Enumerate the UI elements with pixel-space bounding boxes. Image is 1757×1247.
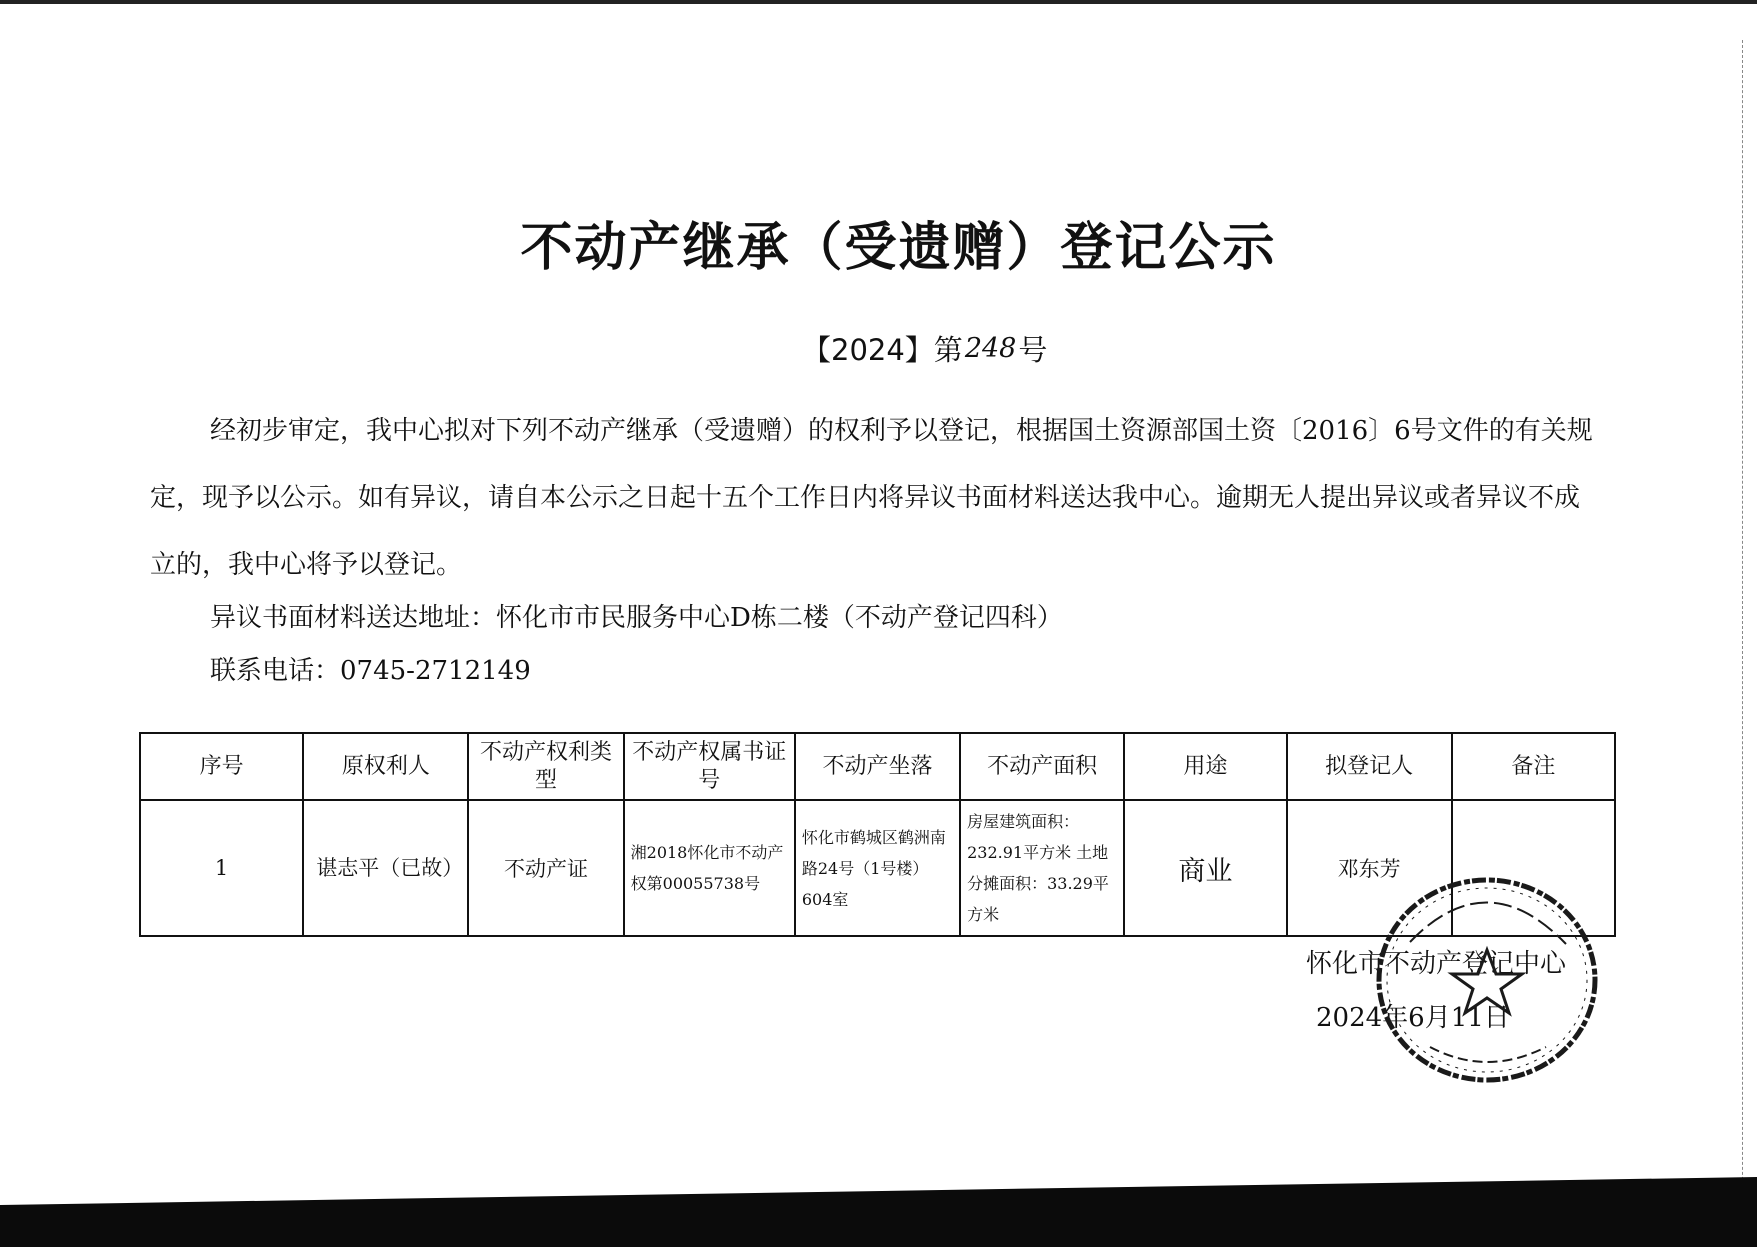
- table-header-row: [140, 733, 1615, 800]
- header-registrant: 拟登记人: [1287, 733, 1452, 800]
- header-remark: 备注: [1452, 733, 1615, 800]
- issuing-organization: 怀化市不动产登记中心: [1306, 949, 1567, 979]
- scan-bottom-band: [0, 1177, 1757, 1247]
- document-number-handwritten: 248: [964, 333, 1017, 364]
- cell-usage: 商业: [1124, 800, 1286, 936]
- issue-date: 2024年6月11日: [1316, 1003, 1510, 1033]
- page-title: 不动产继承（受遗赠）登记公示: [520, 218, 1277, 278]
- header-area: 不动产面积: [960, 733, 1124, 800]
- header-right-type: 不动产权利类型: [468, 733, 623, 800]
- cell-registrant: 邓东芳: [1287, 800, 1452, 936]
- document-number: [802, 328, 1047, 369]
- cell-location: 怀化市鹤城区鹤洲南路24号（1号楼）604室: [795, 800, 960, 936]
- document-number-prefix: 【2024】第: [802, 333, 963, 367]
- cell-area: 房屋建筑面积：232.91平方米 土地分摊面积：33.29平方米: [960, 800, 1124, 936]
- contact-phone: 联系电话：0745-2712149: [210, 656, 531, 686]
- official-seal-icon: [1370, 872, 1604, 1088]
- notice-body: 经初步审定，我中心拟对下列不动产继承（受遗赠）的权利予以登记，根据国土资源部国土资〔2016〕6号文件的有关规定，现予以公示。如有异议，请自本公示之日起十五个工作日内将异议书面材料送达我中心。逾期无人提出异议或者异议不成立的，我中心将予以登记。: [150, 416, 1593, 580]
- header-usage: 用途: [1124, 733, 1286, 800]
- header-cert-no: 不动产权属书证号: [624, 733, 795, 800]
- document-number-suffix: 号: [1018, 333, 1048, 367]
- cell-right-type: 不动产证: [468, 800, 623, 936]
- objection-address: 异议书面材料送达地址：怀化市市民服务中心D栋二楼（不动产登记四科）: [210, 603, 1063, 633]
- cell-owner: 谌志平（已故）: [303, 800, 468, 936]
- cell-no: 1: [140, 800, 303, 936]
- header-no: 序号: [140, 733, 303, 800]
- header-location: 不动产坐落: [795, 733, 960, 800]
- cell-cert-no: 湘2018怀化市不动产权第00055738号: [624, 800, 795, 936]
- header-owner: 原权利人: [303, 733, 468, 800]
- scan-top-edge: [0, 0, 1757, 4]
